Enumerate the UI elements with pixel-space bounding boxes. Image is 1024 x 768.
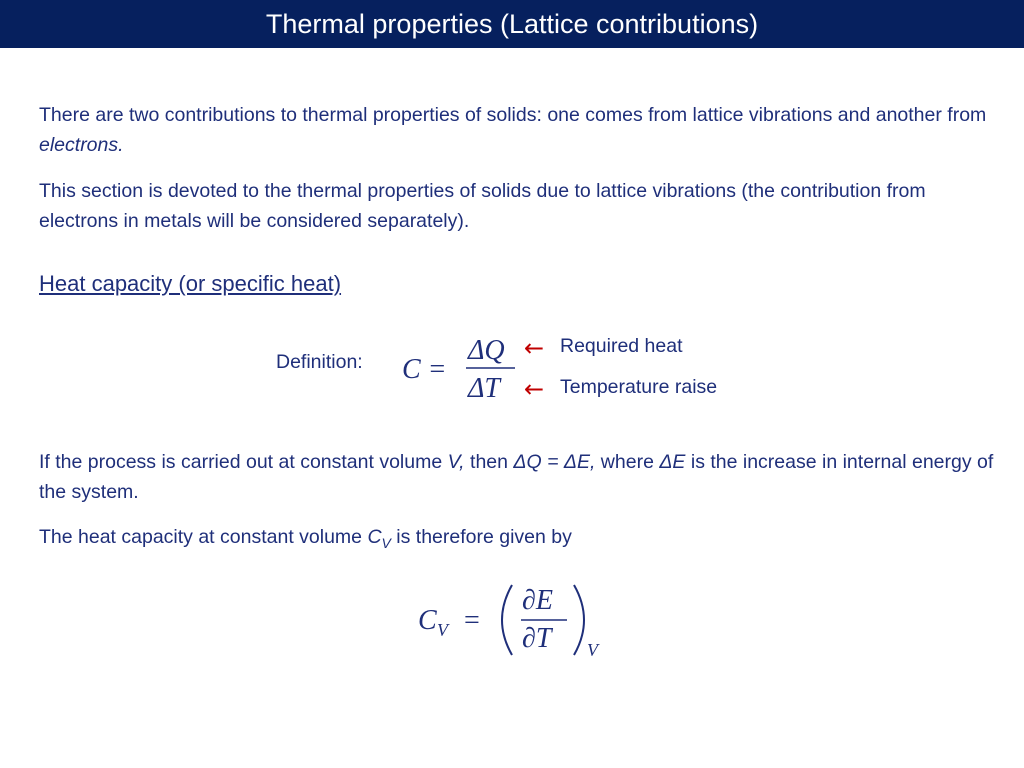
eq1-lhs: C = <box>402 354 447 385</box>
constant-volume-paragraph <box>39 447 999 507</box>
p3-italic-de: ΔE <box>659 451 686 473</box>
p4-text-1: The heat capacity at constant volume <box>39 526 368 548</box>
intro-italic: electrons. <box>39 134 124 156</box>
p3-text-3: where <box>595 451 660 473</box>
heat-capacity-paragraph <box>39 522 999 558</box>
p3-italic-dq: ΔQ = ΔE, <box>513 451 596 473</box>
eq1-denominator: ΔT <box>468 373 501 404</box>
p4-text-2: is therefore given by <box>390 526 572 548</box>
p3-text-1: If the process is carried out at constant volume <box>39 451 448 473</box>
eq2-outer-sub: V <box>587 640 598 660</box>
p3-text-4: is the increase in internal energy of the system. <box>39 451 994 503</box>
left-arrow-icon: ← <box>524 334 545 362</box>
right-paren-icon <box>574 585 584 655</box>
intro-paragraph <box>39 100 999 160</box>
eq1-numerator: ΔQ <box>468 335 505 366</box>
p4-subscript-v: V <box>381 534 391 551</box>
section-paragraph: This section is devoted to the thermal properties of solids due to lattice vibrations (the contribution from electrons in metals will be considered separately). <box>39 180 926 232</box>
definition-equation <box>402 331 522 406</box>
annotation-required-heat: Required heat <box>560 335 683 357</box>
p3-italic-v: V, <box>447 451 465 473</box>
p3-text-2: then <box>464 451 514 473</box>
eq2-lhs-sub: V <box>437 620 448 640</box>
left-paren-icon <box>502 585 512 655</box>
eq2-denominator: ∂T <box>522 623 552 654</box>
eq2-numerator: ∂E <box>522 585 553 616</box>
slide-title: Thermal properties (Lattice contributions) <box>265 8 759 39</box>
slide-title-bar <box>0 0 1024 48</box>
eq2-lhs-c: C <box>418 605 437 636</box>
definition-label: Definition: <box>276 351 363 373</box>
annotation-temperature-raise: Temperature raise <box>560 376 718 398</box>
eq2-equals: = <box>464 605 480 636</box>
section-heading: Heat capacity (or specific heat) <box>39 271 342 296</box>
p4-symbol-c: C <box>367 526 382 548</box>
intro-text: There are two contributions to thermal properties of solids: one comes from lattice vibrations and another from <box>39 104 987 126</box>
left-arrow-icon: ← <box>524 375 545 403</box>
cv-equation <box>418 580 618 665</box>
